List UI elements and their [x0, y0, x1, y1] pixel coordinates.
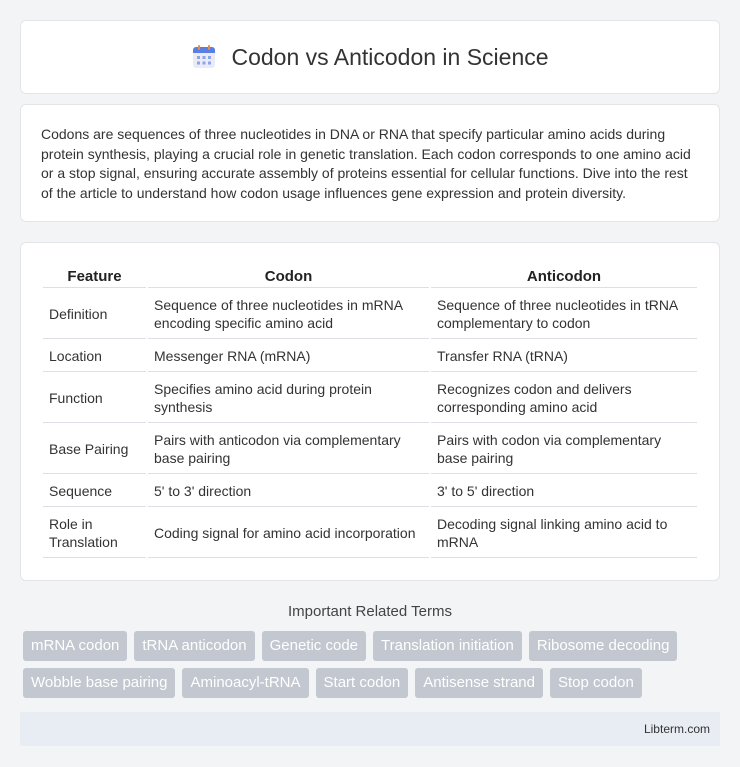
anticodon-cell: Decoding signal linking amino acid to mRNA [431, 509, 697, 558]
feature-cell: Function [43, 374, 146, 423]
table-row [43, 341, 697, 372]
tag-start-codon[interactable]: Start codon [316, 668, 409, 698]
codon-cell: 5' to 3' direction [148, 476, 429, 507]
feature-cell: Base Pairing [43, 425, 146, 474]
codon-cell: Specifies amino acid during protein synthesis [148, 374, 429, 423]
table-row [43, 425, 697, 474]
tag-genetic-code[interactable]: Genetic code [262, 631, 366, 661]
footer-site-link[interactable]: Libterm.com [643, 722, 710, 736]
comparison-table [41, 263, 699, 560]
tag-translation-initiation[interactable]: Translation initiation [373, 631, 522, 661]
anticodon-cell: Recognizes codon and delivers corresponding amino acid [431, 374, 697, 423]
codon-cell: Sequence of three nucleotides in mRNA encoding specific amino acid [148, 290, 429, 339]
footer [20, 712, 720, 746]
codon-cell: Pairs with anticodon via complementary base pairing [148, 425, 429, 474]
related-terms-tags [20, 631, 720, 698]
anticodon-cell: 3' to 5' direction [431, 476, 697, 507]
tag-ribosome-decoding[interactable]: Ribosome decoding [529, 631, 678, 661]
header-codon: Codon [148, 265, 429, 288]
feature-cell: Definition [43, 290, 146, 339]
tag-mrna-codon[interactable]: mRNA codon [23, 631, 127, 661]
header-card [20, 20, 720, 94]
calendar-grid-icon [191, 44, 217, 70]
intro-paragraph: Codons are sequences of three nucleotides in DNA or RNA that specify particular amino acids during protein synthesis, playing a crucial role in genetic translation. Each codon corresponds to one amino acid or a stop signal, ensuring accurate assembly of proteins essential for cellular functions. Dive into the rest of the article to understand how codon usage influences gene expression and protein diversity. [41, 126, 691, 201]
anticodon-cell: Pairs with codon via complementary base pairing [431, 425, 697, 474]
anticodon-cell: Transfer RNA (tRNA) [431, 341, 697, 372]
tag-stop-codon[interactable]: Stop codon [550, 668, 642, 698]
feature-cell: Location [43, 341, 146, 372]
feature-cell: Sequence [43, 476, 146, 507]
tag-trna-anticodon[interactable]: tRNA anticodon [134, 631, 254, 661]
codon-cell: Messenger RNA (mRNA) [148, 341, 429, 372]
tag-aminoacyl-trna[interactable]: Aminoacyl-tRNA [182, 668, 308, 698]
header-anticodon: Anticodon [431, 265, 697, 288]
header-feature: Feature [43, 265, 146, 288]
page-title: Codon vs Anticodon in Science [231, 43, 549, 70]
codon-cell: Coding signal for amino acid incorporation [148, 509, 429, 558]
table-header-row [43, 265, 697, 288]
related-terms-title: Important Related Terms [288, 603, 452, 620]
table-row [43, 509, 697, 558]
table-row [43, 374, 697, 423]
tag-wobble-base-pairing[interactable]: Wobble base pairing [23, 668, 175, 698]
table-row [43, 290, 697, 339]
comparison-table-card [20, 242, 720, 581]
tag-antisense-strand[interactable]: Antisense strand [415, 668, 543, 698]
table-row [43, 476, 697, 507]
anticodon-cell: Sequence of three nucleotides in tRNA complementary to codon [431, 290, 697, 339]
feature-cell: Role in Translation [43, 509, 146, 558]
related-terms-section [20, 603, 720, 698]
intro-card [20, 104, 720, 222]
